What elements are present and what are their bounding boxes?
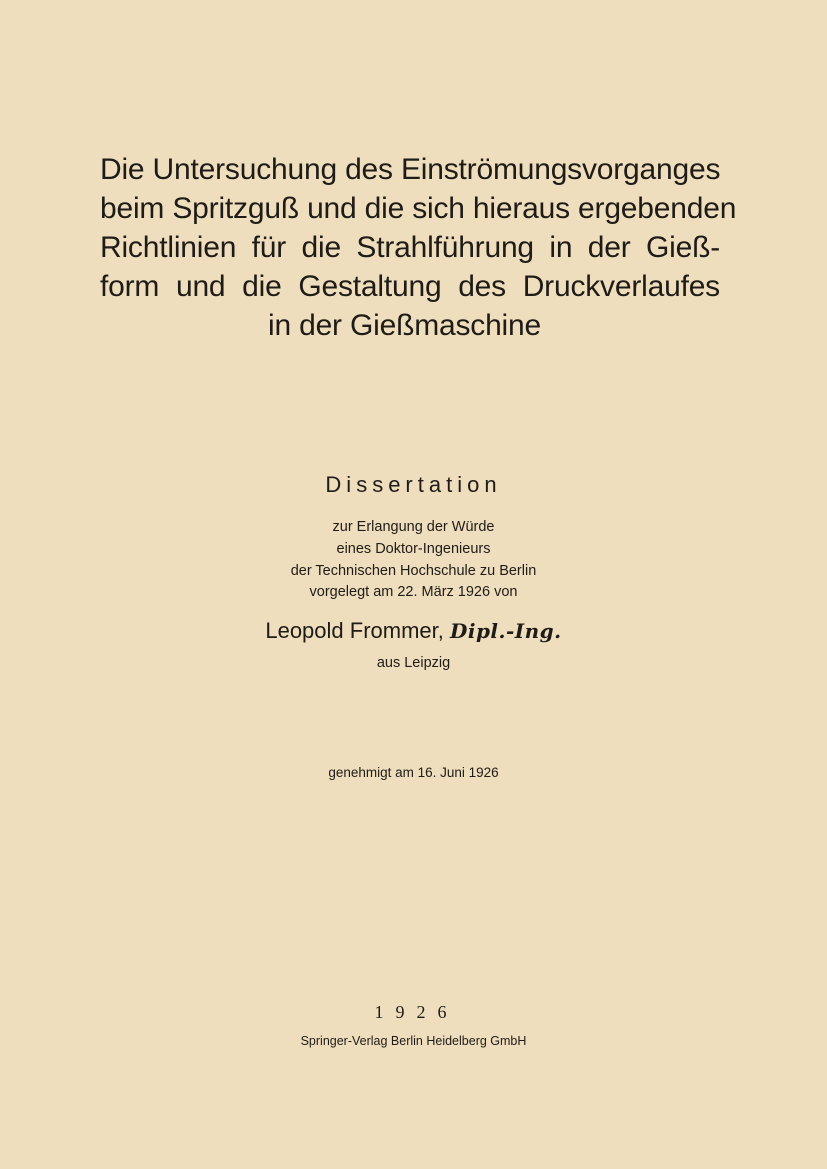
title-line-4: form und die Gestaltung des Druckverlaufes: [100, 270, 720, 303]
title-line-3: Richtlinien für die Strahlführung in der Gieß-: [100, 231, 720, 264]
dissertation-heading: Dissertation: [325, 472, 502, 497]
author-origin: aus Leipzig: [376, 655, 451, 671]
author-degree: Dipl.-Ing.: [450, 619, 562, 643]
title-line-2: beim Spritzguß und die sich hieraus ergebenden: [100, 192, 737, 225]
dissertation-title: [100, 150, 737, 345]
author-name: Leopold Frommer,: [265, 618, 444, 643]
degree-title-line: eines Doktor-Ingenieurs: [336, 541, 491, 557]
title-line-1: Die Untersuchung des Einströmungsvorganges: [100, 153, 721, 186]
submission-date-line: vorgelegt am 22. März 1926 von: [309, 584, 518, 600]
publication-year: 1926: [374, 1002, 459, 1022]
degree-purpose-line: zur Erlangung der Würde: [332, 519, 495, 535]
approval-date: genehmigt am 16. Juni 1926: [328, 765, 499, 780]
title-line-5: in der Gießmaschine: [268, 309, 541, 342]
publisher-line: Springer-Verlag Berlin Heidelberg GmbH: [300, 1034, 527, 1048]
institution-line: der Technischen Hochschule zu Berlin: [290, 563, 537, 579]
author-line: [0, 618, 827, 644]
